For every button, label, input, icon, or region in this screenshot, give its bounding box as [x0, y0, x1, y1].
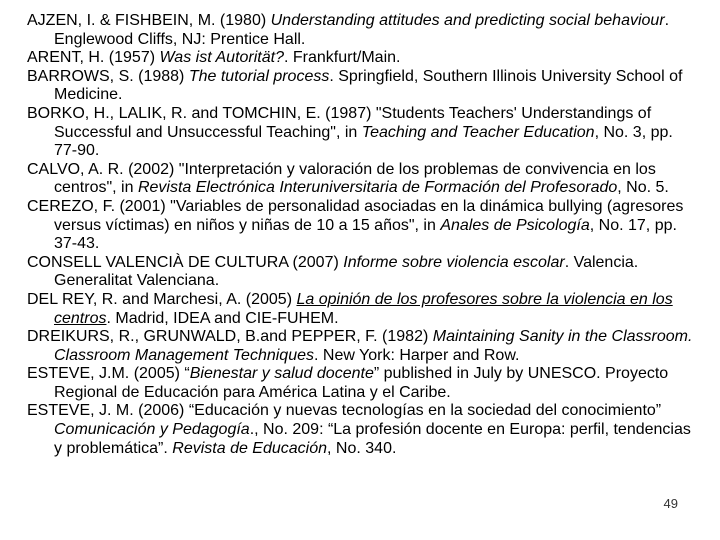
reference-entry: [27, 291, 693, 328]
reference-entry: [27, 68, 693, 105]
reference-title: The tutorial process: [188, 67, 330, 85]
reference-text: , No. 5.: [617, 179, 669, 197]
reference-text: , No. 3, pp. 77-90.: [54, 123, 673, 160]
reference-text: . Englewood Cliffs, NJ: Prentice Hall.: [54, 12, 670, 48]
reference-title: Teaching and Teacher Education: [361, 123, 595, 141]
reference-text: CONSELL VALENCIÀ DE CULTURA (2007): [27, 253, 344, 271]
reference-text: . Madrid, IDEA and CIE-FUHEM.: [106, 309, 339, 327]
reference-text: ” published in July by UNESCO. Proyecto Regional de Educación para América Latina y el Caribe.: [54, 365, 669, 401]
reference-text: , No. 17, pp. 37-43.: [54, 216, 677, 253]
page-number: 49: [663, 496, 678, 511]
reference-text: BORKO, H., LALIK, R. and TOMCHIN, E. (1987) "Students Teachers' Understandings of Successful and Unsuccessful Teaching", in: [27, 104, 652, 141]
reference-title: La opinión de los profesores sobre la violencia en los centros: [54, 290, 673, 327]
reference-entry: [27, 49, 693, 68]
reference-title: Anales de Psicología: [440, 216, 590, 234]
reference-text: DREIKURS, R., GRUNWALD, B.and PEPPER, F. (1982): [27, 328, 433, 346]
reference-entry: [27, 198, 693, 254]
reference-title: Revista de Educación: [172, 439, 328, 457]
reference-list: [27, 12, 693, 458]
reference-text: DEL REY, R. and Marchesi, A. (2005): [27, 290, 297, 308]
reference-text: . Springfield, Southern Illinois University School of Medicine.: [54, 67, 683, 104]
reference-text: AJZEN, I. & FISHBEIN, M. (1980): [27, 12, 271, 29]
reference-text: . Valencia. Generalitat Valenciana.: [54, 253, 639, 290]
reference-title: Comunicación y Pedagogía: [54, 421, 250, 439]
reference-title: Informe sobre violencia escolar: [343, 253, 565, 271]
reference-entry: [27, 402, 693, 458]
reference-text: CALVO, A. R. (2002) "Interpretación y valoración de los problemas de convivencia en los centros", in: [27, 160, 656, 197]
reference-entry: [27, 328, 693, 365]
reference-entry: [27, 161, 693, 198]
reference-entry: [27, 12, 693, 49]
reference-text: , No. 340.: [327, 439, 397, 457]
reference-title: Revista Electrónica Interuniversitaria de Formación del Profesorado: [137, 179, 618, 197]
reference-title: Was ist Autorität?: [159, 49, 284, 67]
reference-entry: [27, 254, 693, 291]
reference-entry: [27, 365, 693, 402]
reference-text: ARENT, H. (1957): [27, 49, 160, 67]
reference-text: . New York: Harper and Row.: [314, 346, 520, 364]
reference-title: Understanding attitudes and predicting social behaviour: [270, 12, 665, 29]
reference-text: CEREZO, F. (2001) "Variables de personalidad asociadas en la dinámica bullying (agresores versus víctimas) en niños y niñas de 10 a 15 años", in: [27, 197, 684, 234]
reference-entry: [27, 105, 693, 161]
reference-text: ESTEVE, J. M. (2006) “Educación y nuevas tecnologías en la sociedad del conocimiento”: [27, 402, 662, 420]
reference-text: ., No. 209: “La profesión docente en Europa: perfil, tendencias y problemática”.: [54, 421, 691, 457]
reference-text: ESTEVE, J.M. (2005) “: [27, 365, 190, 383]
reference-title: Bienestar y salud docente: [189, 365, 374, 383]
reference-title: Maintaining Sanity in the Classroom. Classroom Management Techniques: [54, 328, 693, 364]
reference-text: BARROWS, S. (1988): [27, 67, 189, 85]
reference-text: . Frankfurt/Main.: [283, 49, 401, 67]
